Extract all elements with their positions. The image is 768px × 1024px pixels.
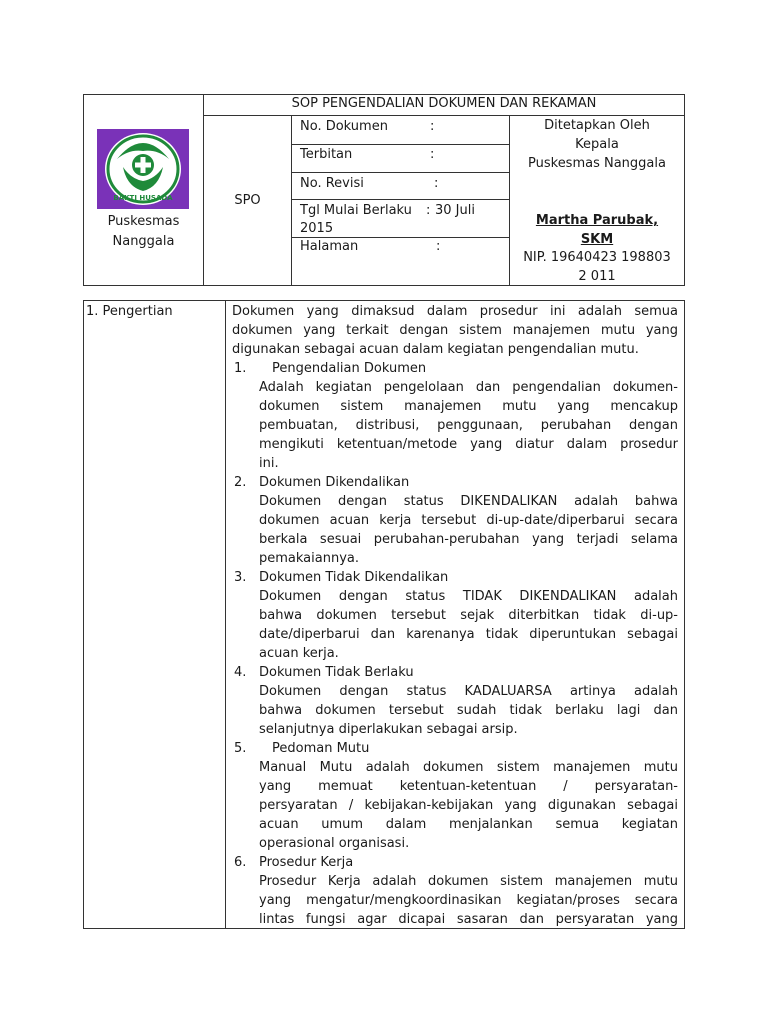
item-number: 2. xyxy=(234,475,247,490)
document-title: SOP PENGENDALIAN DOKUMEN DAN REKAMAN xyxy=(291,96,597,111)
field-sep-halaman: : xyxy=(436,239,441,254)
field-sep-tgl-mulai: : xyxy=(426,203,431,218)
field-divider-2 xyxy=(291,172,509,173)
field-label-halaman: Halaman xyxy=(300,239,359,254)
item-paragraph-line: bahwa dokumen tersebut sudah tidak berlaku lagi dan xyxy=(259,703,678,718)
field-sep-terbitan: : xyxy=(430,147,435,162)
item-title: Dokumen Tidak Dikendalikan xyxy=(259,570,449,585)
intro-line: Dokumen yang dimaksud dalam prosedur ini adalah semua xyxy=(232,304,678,319)
item-number: 5. xyxy=(234,741,247,756)
field-label-terbitan: Terbitan xyxy=(300,147,353,162)
item-paragraph-line: lintas fungsi agar dicapai sasaran dan persyaratan yang xyxy=(259,912,678,927)
item-number: 3. xyxy=(234,570,247,585)
header-border-right xyxy=(684,94,685,286)
item-paragraph-line: ini. xyxy=(259,456,279,471)
item-paragraph-line: yang mengatur/mengkoordinasikan kegiatan/proses secara xyxy=(259,893,678,908)
item-title: Prosedur Kerja xyxy=(259,855,354,870)
item-number: 4. xyxy=(234,665,247,680)
item-paragraph-line: dokumen acuan kerja tersebut di-up-date/diperbarui secara xyxy=(259,513,678,528)
field-label-tgl-mulai: Tgl Mulai Berlaku xyxy=(300,203,412,218)
approver-nip-line2: 2 011 xyxy=(578,269,616,284)
field-label-no-dokumen: No. Dokumen xyxy=(300,119,388,134)
content-divider xyxy=(225,300,226,929)
content-border-top xyxy=(83,300,685,301)
field-value-tgl-mulai: 30 Juli xyxy=(435,203,475,218)
header-divider-spo xyxy=(291,115,292,286)
item-paragraph-line: yang memuat ketentuan-ketentuan / persyaratan- xyxy=(259,779,678,794)
item-paragraph-line: Manual Mutu adalah dokumen sistem manajemen mutu xyxy=(259,760,678,775)
approval-line3: Puskesmas Nanggala xyxy=(528,156,666,171)
logo-bakti-husada xyxy=(97,129,189,209)
item-paragraph-line: acuan umum dalam menjalankan semua kegiatan xyxy=(259,817,678,832)
field-divider-3 xyxy=(291,199,509,200)
field-value-tgl-mulai-year: 2015 xyxy=(300,221,334,236)
section-label-pengertian: 1. Pengertian xyxy=(86,304,173,319)
spo-label: SPO xyxy=(234,193,261,208)
item-paragraph-line: pembuatan, distribusi, penggunaan, perubahan dengan xyxy=(259,418,678,433)
item-paragraph-line: date/diperbarui dan karenanya tidak diperuntukan sebagai xyxy=(259,627,678,642)
content-border-right xyxy=(684,300,685,929)
item-paragraph-line: Dokumen dengan status TIDAK DIKENDALIKAN adalah xyxy=(259,589,678,604)
bakti-husada-emblem-icon xyxy=(97,129,189,209)
approver-name-line2: SKM xyxy=(580,232,614,247)
field-sep-no-revisi: : xyxy=(434,176,439,191)
item-paragraph-line: berkala sesuai perubahan-perubahan yang terjadi selama xyxy=(259,532,678,547)
header-border-left xyxy=(83,94,84,286)
item-paragraph-line: pemakaiannya. xyxy=(259,551,359,566)
item-paragraph-line: mengikuti ketentuan/metode yang diatur dalam prosedur xyxy=(259,437,678,452)
intro-line: dokumen yang terkait dengan sistem manajemen mutu yang xyxy=(232,323,678,338)
item-title: Dokumen Tidak Berlaku xyxy=(259,665,414,680)
approval-line1: Ditetapkan Oleh xyxy=(544,118,650,133)
field-sep-no-dokumen: : xyxy=(430,119,435,134)
item-paragraph-line: Dokumen dengan status KADALUARSA artinya adalah xyxy=(259,684,678,699)
item-paragraph-line: selanjutnya diperlakukan sebagai arsip. xyxy=(259,722,518,737)
item-title: Pengendalian Dokumen xyxy=(272,361,427,376)
item-title: Pedoman Mutu xyxy=(272,741,370,756)
item-paragraph-line: Dokumen dengan status DIKENDALIKAN adalah bahwa xyxy=(259,494,678,509)
item-paragraph-line: Prosedur Kerja adalah dokumen sistem manajemen mutu xyxy=(259,874,678,889)
item-paragraph-line: persyaratan / kebijakan-kebijakan yang digunakan sebagai xyxy=(259,798,678,813)
item-number: 1. xyxy=(234,361,247,376)
org-name-line1: Puskesmas xyxy=(107,214,180,229)
item-title: Dokumen Dikendalikan xyxy=(259,475,410,490)
header-divider-logo xyxy=(203,94,204,286)
item-paragraph-line: operasional organisasi. xyxy=(259,836,410,851)
intro-line: digunakan sebagai acuan dalam kegiatan pengendalian mutu. xyxy=(232,342,639,357)
item-paragraph-line: acuan kerja. xyxy=(259,646,339,661)
approver-nip-line1: NIP. 19640423 198803 xyxy=(523,250,671,265)
item-paragraph-line: dokumen sistem manajemen mutu yang mencakup xyxy=(259,399,678,414)
item-number: 6. xyxy=(234,855,247,870)
org-name-line2: Nanggala xyxy=(112,234,175,249)
approval-line2: Kepala xyxy=(575,137,619,152)
field-label-no-revisi: No. Revisi xyxy=(300,176,364,191)
logo-label: BAKTI HUSADA xyxy=(113,194,173,202)
content-border-left xyxy=(83,300,84,929)
approver-name-line1: Martha Parubak, xyxy=(535,213,659,228)
item-paragraph-line: Adalah kegiatan pengelolaan dan pengendalian dokumen- xyxy=(259,380,678,395)
item-paragraph-line: bahwa dokumen tersebut sejak diterbitkan tidak di-up- xyxy=(259,608,678,623)
